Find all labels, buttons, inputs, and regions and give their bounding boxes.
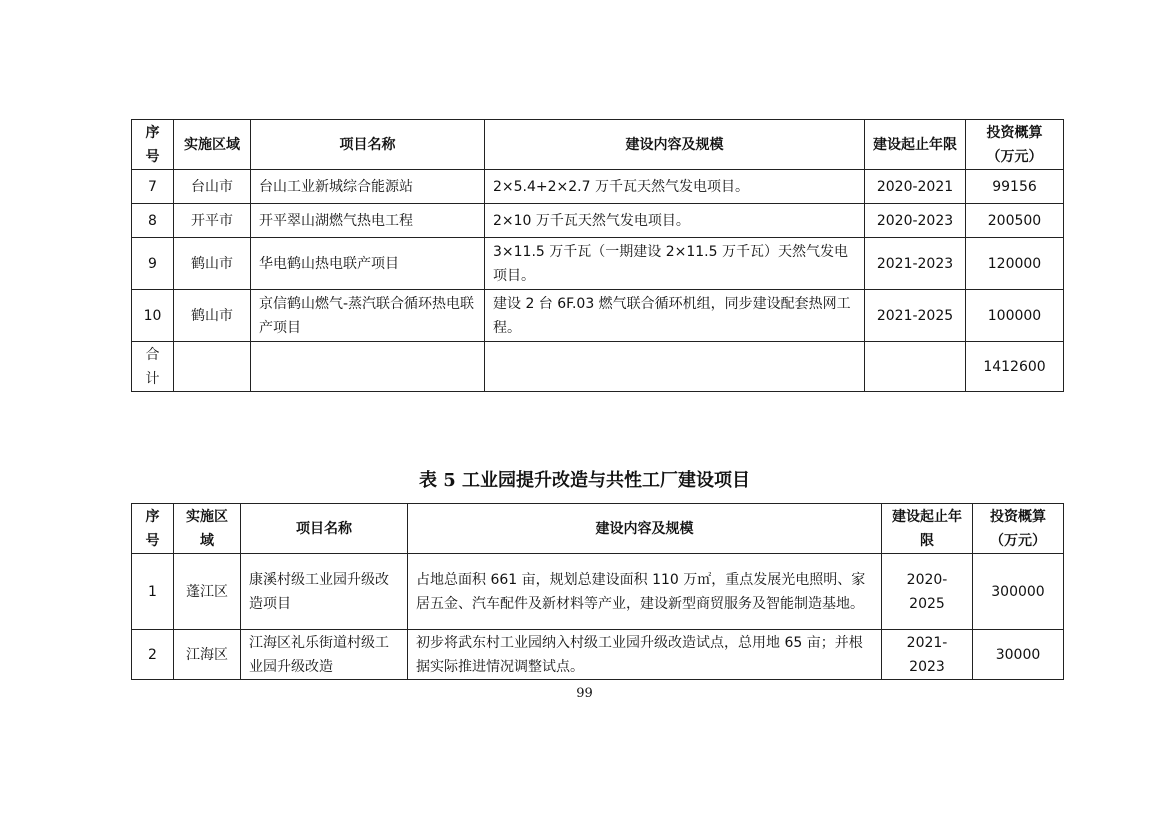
table-industrial-park-projects [131,503,1064,680]
row-years: 2020-2025 [882,554,973,630]
table-row [132,290,1064,342]
row-name: 开平翠山湖燃气热电工程 [251,204,485,238]
table-title: 表 5 工业园提升改造与共性工厂建设项目 [418,470,751,491]
row-content: 2×5.4+2×2.7 万千瓦天然气发电项目。 [485,170,865,204]
row-years: 2020-2023 [865,204,966,238]
total-label: 合计 [132,342,174,392]
row-no: 10 [132,290,174,342]
row-name: 京信鹤山燃气-蒸汽联合循环热电联产项目 [251,290,485,342]
header-area: 实施区域 [174,504,241,554]
empty-cell [485,342,865,392]
table-row [132,630,1064,680]
row-content: 初步将武东村工业园纳入村级工业园升级改造试点，总用地 65 亩；并根据实际推进情况调整试点。 [408,630,882,680]
row-no: 1 [132,554,174,630]
empty-cell [251,342,485,392]
row-years: 2021-2025 [865,290,966,342]
header-no: 序号 [132,120,174,170]
empty-cell [174,342,251,392]
row-area: 江海区 [174,630,241,680]
row-name: 康溪村级工业园升级改造项目 [241,554,408,630]
header-content: 建设内容及规模 [408,504,882,554]
row-no: 8 [132,204,174,238]
total-invest: 1412600 [966,342,1064,392]
row-area: 开平市 [174,204,251,238]
row-name: 台山工业新城综合能源站 [251,170,485,204]
row-invest: 200500 [966,204,1064,238]
row-content: 2×10 万千瓦天然气发电项目。 [485,204,865,238]
row-years: 2021-2023 [865,238,966,290]
header-name: 项目名称 [251,120,485,170]
header-area: 实施区域 [174,120,251,170]
row-years: 2020-2021 [865,170,966,204]
row-content: 建设 2 台 6F.03 燃气联合循环机组，同步建设配套热网工程。 [485,290,865,342]
row-invest: 30000 [973,630,1064,680]
row-content: 占地总面积 661 亩，规划总建设面积 110 万㎡，重点发展光电照明、家居五金、汽车配件及新材料等产业，建设新型商贸服务及智能制造基地。 [408,554,882,630]
table-header-row [132,120,1064,170]
table-row [132,238,1064,290]
row-years: 2021-2023 [882,630,973,680]
table-header-row [132,504,1064,554]
row-area: 鹤山市 [174,238,251,290]
row-area: 蓬江区 [174,554,241,630]
row-no: 9 [132,238,174,290]
header-no: 序号 [132,504,174,554]
header-invest: 投资概算（万元） [973,504,1064,554]
row-invest: 300000 [973,554,1064,630]
header-name: 项目名称 [241,504,408,554]
row-invest: 120000 [966,238,1064,290]
row-name: 华电鹤山热电联产项目 [251,238,485,290]
row-content: 3×11.5 万千瓦（一期建设 2×11.5 万千瓦）天然气发电项目。 [485,238,865,290]
row-name: 江海区礼乐街道村级工业园升级改造 [241,630,408,680]
header-years: 建设起止年限 [882,504,973,554]
table-total-row [132,342,1064,392]
row-invest: 99156 [966,170,1064,204]
header-invest: 投资概算（万元） [966,120,1064,170]
row-area: 台山市 [174,170,251,204]
header-years: 建设起止年限 [865,120,966,170]
row-no: 7 [132,170,174,204]
page-number: 99 [576,686,593,701]
table-power-projects [131,119,1064,392]
row-no: 2 [132,630,174,680]
header-content: 建设内容及规模 [485,120,865,170]
table-row [132,170,1064,204]
row-invest: 100000 [966,290,1064,342]
row-area: 鹤山市 [174,290,251,342]
empty-cell [865,342,966,392]
table-row [132,554,1064,630]
table-row [132,204,1064,238]
